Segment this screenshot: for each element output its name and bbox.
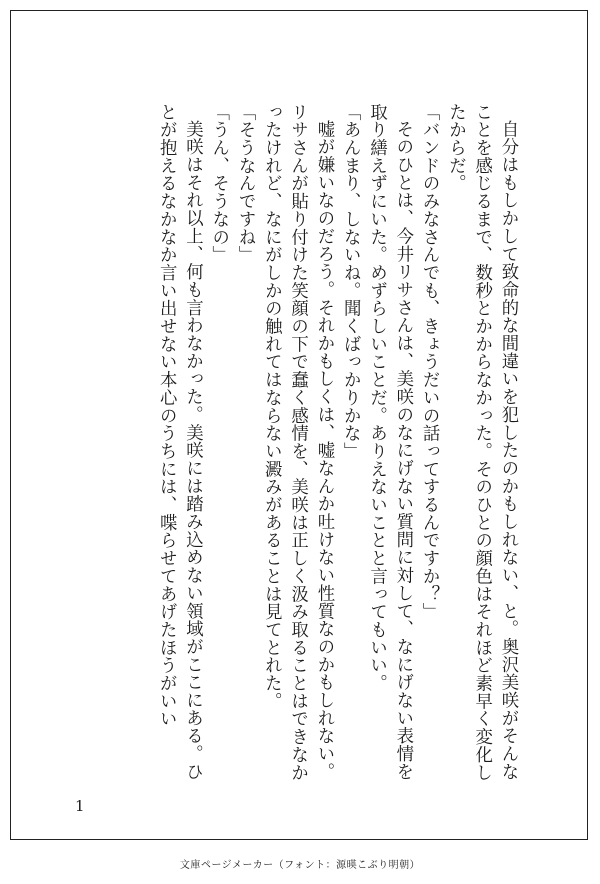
paragraph-dialogue: 「うん、そうなの」 <box>208 103 229 264</box>
page-number: 1 <box>75 797 85 815</box>
paragraph-narration: 自分はもしかして致命的な間違いを犯したのかもしれない、と。奥沢美咲がそんなことを感じるまで、数秒とかからなかった。そのひとの顔色はそれほど素早く変化したからだ。 <box>445 103 518 782</box>
vertical-text-body <box>51 103 521 798</box>
paragraph-dialogue: 「バンドのみなさんでも、きょうだいの話ってするんですか？」 <box>419 103 440 621</box>
manuscript-page <box>10 10 588 840</box>
paragraph-dialogue: 「あんまり、しないね。聞くばっかりかな」 <box>340 103 361 460</box>
paragraph-narration: 嘘が嫌いなのだろう。それかもしくは、嘘なんか吐けない性質なのかもしれない。リサさんが貼り付けた笑顔の下で蠢く感情を、美咲は正しく汲み取ることはできなかったけれど、なにがしかの触れてはならない澱みがあることは見てとれた。 <box>261 103 334 782</box>
paragraph-narration: そのひとは、今井リサさんは、美咲のなにげない質問に対して、なにげない表情を取り繕えずにいた。めずらしいことだ。ありえないことと言ってもいい。 <box>366 103 413 781</box>
paragraph-dialogue: 「そうなんですね」 <box>235 103 256 264</box>
footer-caption: 文庫ページメーカー（フォント：源暎こぶり明朝） <box>179 860 421 871</box>
paragraph-narration: 美咲はそれ以上、何も言わなかった。美咲には踏み込めない領域がここにある。ひとが抱えるなかなか言い出せない本心のうちには、喋らせてあげたほうがいい <box>156 103 203 781</box>
